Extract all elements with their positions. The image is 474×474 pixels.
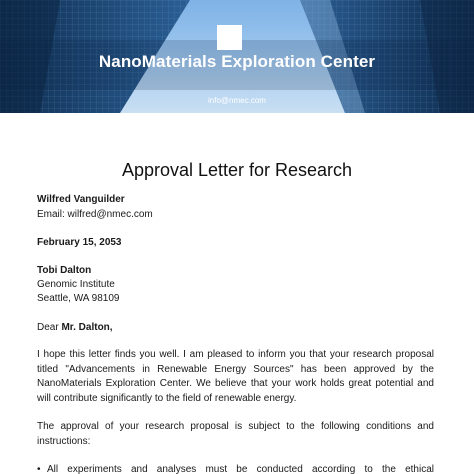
sender-name: Wilfred Vanguilder bbox=[37, 194, 125, 205]
letter-title: Approval Letter for Research bbox=[121, 160, 353, 180]
body-paragraph-2: The approval of your research proposal is subject to the following conditions and instructions: bbox=[37, 421, 434, 447]
body-paragraph-1: I hope this letter finds you well. I am pleased to inform you that your research proposal titled "Advancements in Renewable Energy Sources" has been approved by the NanoMaterials Exploration Center. We believe that your work holds great potential and will contribute significantly to the field of renewable energy. bbox=[37, 349, 434, 404]
recipient-name: Tobi Dalton bbox=[37, 265, 92, 276]
bullet-icon: • bbox=[37, 464, 41, 474]
salutation-name: Mr. Dalton, bbox=[61, 322, 113, 333]
logo-placeholder bbox=[217, 25, 242, 50]
recipient-address: Seattle, WA 98109 bbox=[37, 293, 120, 304]
salutation-prefix: Dear bbox=[37, 322, 62, 333]
recipient-organization: Genomic Institute bbox=[37, 279, 115, 290]
organization-name: NanoMaterials Exploration Center bbox=[98, 52, 376, 71]
organization-email: info@nmec.com bbox=[208, 96, 266, 105]
letter-date: February 15, 2053 bbox=[37, 237, 122, 248]
salutation bbox=[37, 321, 113, 334]
condition-list-item bbox=[37, 463, 434, 474]
header-banner bbox=[0, 0, 474, 113]
condition-text: All experiments and analyses must be conducted according to the ethical bbox=[47, 464, 434, 474]
sender-email: Email: wilfred@nmec.com bbox=[37, 209, 153, 220]
